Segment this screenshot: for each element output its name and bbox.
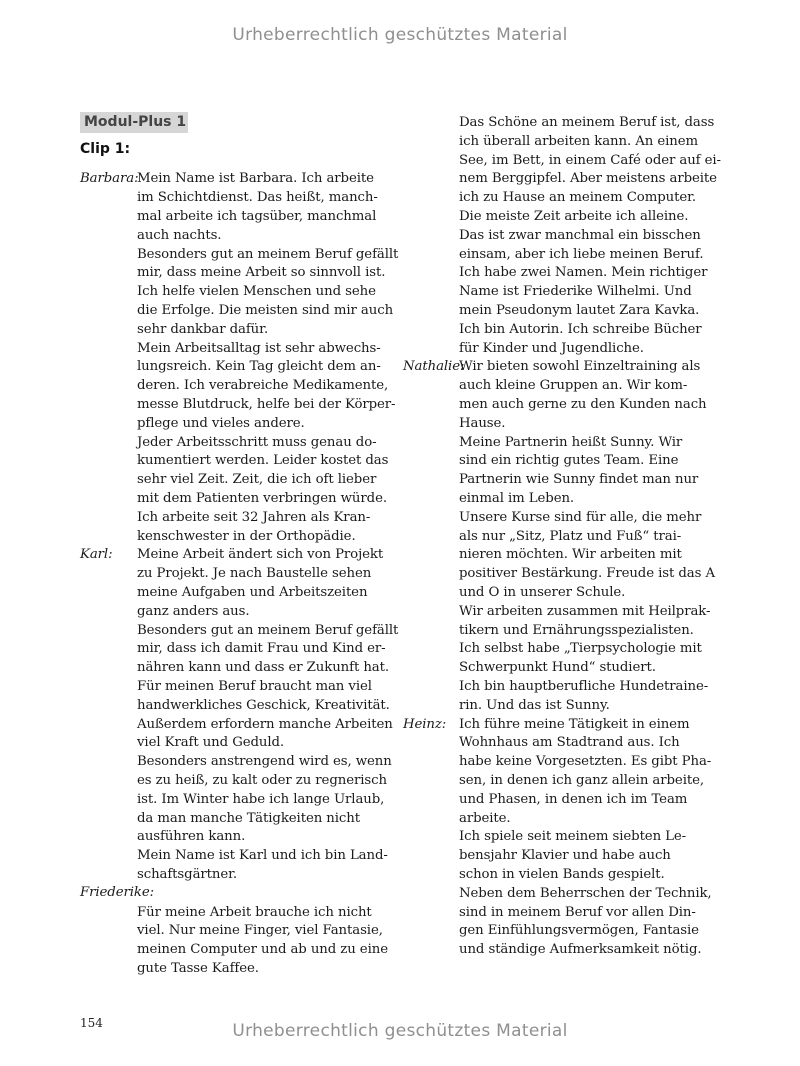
- right-line: Ich bin hauptberufliche Hundetraine-: [459, 679, 709, 694]
- left-line: mir, dass meine Arbeit so sinnvoll ist.: [137, 265, 386, 280]
- right-line: sind in meinem Beruf vor allen Din-: [459, 905, 696, 920]
- right-line: und Phasen, in denen ich im Team: [459, 792, 688, 807]
- right-line: Ich habe zwei Namen. Mein richtiger: [459, 265, 708, 280]
- right-line: Ich selbst habe „Tierpsychologie mit: [459, 641, 702, 656]
- left-line: Mein Name ist Barbara. Ich arbeite: [137, 171, 374, 186]
- right-line: gen Einfühlungsvermögen, Fantasie: [459, 923, 699, 938]
- speaker-friederike: Friederike:: [80, 885, 155, 900]
- right-line: men auch gerne zu den Kunden nach: [459, 397, 707, 412]
- clip-title: Clip 1:: [80, 141, 131, 157]
- right-line: ich zu Hause an meinem Computer.: [459, 190, 697, 205]
- left-line: schaftsgärtner.: [137, 867, 238, 882]
- right-line: Neben dem Beherrschen der Technik,: [459, 886, 712, 901]
- right-line: Das ist zwar manchmal ein bisschen: [459, 228, 701, 243]
- left-line: zu Projekt. Je nach Baustelle sehen: [137, 566, 372, 581]
- right-line: Hause.: [459, 416, 506, 431]
- left-line: viel. Nur meine Finger, viel Fantasie,: [137, 923, 383, 938]
- left-line: pflege und vieles andere.: [137, 416, 305, 431]
- right-line: auch kleine Gruppen an. Wir kom-: [459, 378, 688, 393]
- left-line: sehr viel Zeit. Zeit, die ich oft lieber: [137, 472, 377, 487]
- right-line: und ständige Aufmerksamkeit nötig.: [459, 942, 702, 957]
- left-line: Ich arbeite seit 32 Jahren als Kran-: [137, 510, 371, 525]
- left-line: es zu heiß, zu kalt oder zu regnerisch: [137, 773, 387, 788]
- right-line: Name ist Friederike Wilhelmi. Und: [459, 284, 692, 299]
- left-line: nähren kann und dass er Zukunft hat.: [137, 660, 389, 675]
- left-line: mit dem Patienten verbringen würde.: [137, 491, 387, 506]
- left-line: Für meine Arbeit brauche ich nicht: [137, 905, 372, 920]
- right-line: mein Pseudonym lautet Zara Kavka.: [459, 303, 700, 318]
- left-line: deren. Ich verabreiche Medikamente,: [137, 378, 389, 393]
- right-line: See, im Bett, in einem Café oder auf ei-: [459, 153, 721, 168]
- right-line: Partnerin wie Sunny findet man nur: [459, 472, 699, 487]
- page-number: 154: [80, 1016, 103, 1030]
- right-line: Meine Partnerin heißt Sunny. Wir: [459, 435, 683, 450]
- left-line: Besonders gut an meinem Beruf gefällt: [137, 247, 399, 262]
- right-line: Wohnhaus am Stadtrand aus. Ich: [459, 735, 680, 750]
- left-line: kumentiert werden. Leider kostet das: [137, 453, 389, 468]
- left-line: mir, dass ich damit Frau und Kind er-: [137, 641, 386, 656]
- left-line: die Erfolge. Die meisten sind mir auch: [137, 303, 394, 318]
- left-line: Besonders anstrengend wird es, wenn: [137, 754, 392, 769]
- right-line: nem Berggipfel. Aber meistens arbeite: [459, 171, 717, 186]
- right-line: rin. Und das ist Sunny.: [459, 698, 610, 713]
- left-line: handwerkliches Geschick, Kreativität.: [137, 698, 390, 713]
- right-line: tikern und Ernährungsspezialisten.: [459, 623, 694, 638]
- right-line: Wir bieten sowohl Einzeltraining als: [459, 359, 701, 374]
- speaker-karl: Karl:: [80, 547, 113, 562]
- right-line: und O in unserer Schule.: [459, 585, 626, 600]
- right-line: positiver Bestärkung. Freude ist das A: [459, 566, 715, 581]
- left-line: sehr dankbar dafür.: [137, 322, 269, 337]
- left-line: da man manche Tätigkeiten nicht: [137, 811, 360, 826]
- right-line: nieren möchten. Wir arbeiten mit: [459, 547, 682, 562]
- right-line: habe keine Vorgesetzten. Es gibt Pha-: [459, 754, 712, 769]
- right-line: einsam, aber ich liebe meinen Beruf.: [459, 247, 704, 262]
- right-line: Schwerpunkt Hund“ studiert.: [459, 660, 656, 675]
- left-line: ausführen kann.: [137, 829, 246, 844]
- left-line: mal arbeite ich tagsüber, manchmal: [137, 209, 377, 224]
- right-line: sind ein richtig gutes Team. Eine: [459, 453, 679, 468]
- speaker-heinz: Heinz:: [403, 717, 447, 732]
- right-line: Unsere Kurse sind für alle, die mehr: [459, 510, 702, 525]
- right-line: schon in vielen Bands gespielt.: [459, 867, 665, 882]
- right-line: Das Schöne an meinem Beruf ist, dass: [459, 115, 715, 130]
- speaker-barbara: Barbara:: [80, 171, 139, 186]
- left-line: Besonders gut an meinem Beruf gefällt: [137, 623, 399, 638]
- left-line: Außerdem erfordern manche Arbeiten: [137, 717, 393, 732]
- left-line: Mein Arbeitsalltag ist sehr abwechs-: [137, 341, 381, 356]
- left-line: Für meinen Beruf braucht man viel: [137, 679, 372, 694]
- left-line: meinen Computer und ab und zu eine: [137, 942, 388, 957]
- right-line: arbeite.: [459, 811, 511, 826]
- right-line: Ich bin Autorin. Ich schreibe Bücher: [459, 322, 702, 337]
- right-line: Wir arbeiten zusammen mit Heilprak-: [459, 604, 711, 619]
- module-badge: Modul-Plus 1: [80, 112, 188, 133]
- watermark-bottom: Urheberrechtlich geschütztes Material: [232, 1021, 568, 1041]
- left-line: auch nachts.: [137, 228, 222, 243]
- left-line: ist. Im Winter habe ich lange Urlaub,: [137, 792, 385, 807]
- left-line: meine Aufgaben und Arbeitszeiten: [137, 585, 368, 600]
- speaker-nathalie: Nathalie:: [403, 359, 465, 374]
- right-line: sen, in denen ich ganz allein arbeite,: [459, 773, 704, 788]
- left-line: Meine Arbeit ändert sich von Projekt: [137, 547, 384, 562]
- left-line: messe Blutdruck, helfe bei der Körper-: [137, 397, 396, 412]
- left-line: kenschwester in der Orthopädie.: [137, 529, 356, 544]
- right-line: einmal im Leben.: [459, 491, 575, 506]
- left-line: Mein Name ist Karl und ich bin Land-: [137, 848, 388, 863]
- left-line: lungsreich. Kein Tag gleicht dem an-: [137, 359, 381, 374]
- left-line: Jeder Arbeitsschritt muss genau do-: [137, 435, 377, 450]
- right-line: Ich spiele seit meinem siebten Le-: [459, 829, 687, 844]
- left-line: Ich helfe vielen Menschen und sehe: [137, 284, 376, 299]
- left-line: im Schichtdienst. Das heißt, manch-: [137, 190, 378, 205]
- left-line: viel Kraft und Geduld.: [137, 735, 285, 750]
- left-line: ganz anders aus.: [137, 604, 250, 619]
- watermark-top: Urheberrechtlich geschütztes Material: [232, 25, 568, 45]
- right-line: Ich führe meine Tätigkeit in einem: [459, 717, 690, 732]
- right-line: bensjahr Klavier und habe auch: [459, 848, 671, 863]
- right-line: als nur „Sitz, Platz und Fuß“ trai-: [459, 529, 682, 544]
- right-line: Die meiste Zeit arbeite ich alleine.: [459, 209, 689, 224]
- right-line: ich überall arbeiten kann. An einem: [459, 134, 698, 149]
- right-line: für Kinder und Jugendliche.: [459, 341, 644, 356]
- left-line: gute Tasse Kaffee.: [137, 961, 259, 976]
